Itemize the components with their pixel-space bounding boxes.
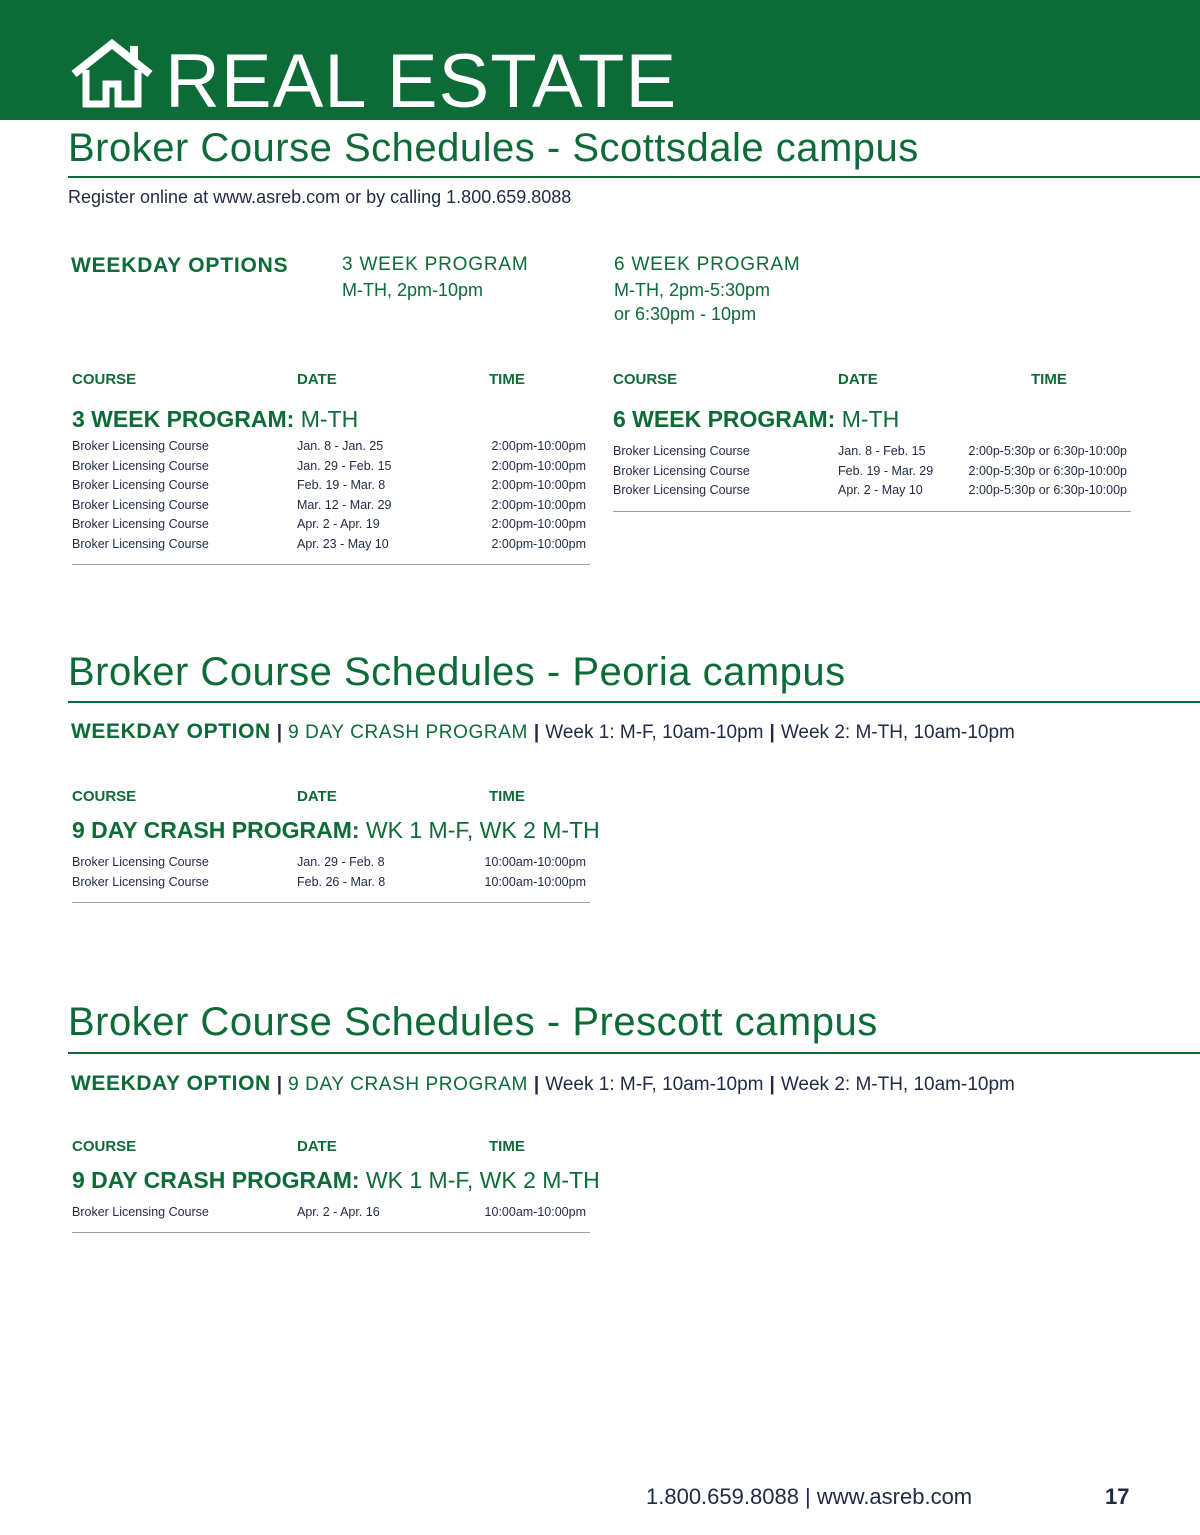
peoria-option-line: WEEKDAY OPTION | 9 DAY CRASH PROGRAM | Week 1: M-F, 10am-10pm | Week 2: M-TH, 10am-10pm <box>71 720 1015 743</box>
table-title-prescott: 9 DAY CRASH PROGRAM: WK 1 M-F, WK 2 M-TH <box>72 1167 600 1193</box>
column-header-date: DATE <box>297 788 337 805</box>
table-divider <box>72 902 590 903</box>
section-title-peoria: Broker Course Schedules - Peoria campus <box>68 650 846 694</box>
house-icon <box>68 38 156 110</box>
program-6week-heading: 6 WEEK PROGRAM <box>614 254 801 275</box>
table-row: Broker Licensing Course Mar. 12 - Mar. 29 2:00pm-10:00pm <box>72 497 586 512</box>
section-divider <box>68 1052 1200 1054</box>
page-number: 17 <box>1105 1484 1130 1509</box>
program-6week-schedule: M-TH, 2pm-5:30pm <box>614 280 771 300</box>
column-header-time: TIME <box>489 788 525 805</box>
program-6week-schedule-alt: or 6:30pm - 10pm <box>614 304 757 324</box>
table-row: Broker Licensing Course Feb. 26 - Mar. 8 10:00am-10:00pm <box>72 874 586 889</box>
register-note: Register online at www.asreb.com or by calling 1.800.659.8088 <box>68 187 572 207</box>
table-row: Broker Licensing Course Apr. 23 - May 10 2:00pm-10:00pm <box>72 536 586 551</box>
column-header-course: COURSE <box>72 1138 137 1155</box>
program-3week-schedule: M-TH, 2pm-10pm <box>342 280 484 300</box>
table-title-peoria: 9 DAY CRASH PROGRAM: WK 1 M-F, WK 2 M-TH <box>72 817 600 843</box>
table-row: Broker Licensing Course Jan. 29 - Feb. 8 10:00am-10:00pm <box>72 855 586 869</box>
table-row: Broker Licensing Course Apr. 2 - Apr. 16 10:00am-10:00pm <box>72 1205 586 1219</box>
section-title-prescott: Broker Course Schedules - Prescott campus <box>68 1000 878 1044</box>
column-header-time: TIME <box>1031 371 1067 388</box>
table-row: Broker Licensing Course Feb. 19 - Mar. 29 2:00p-5:30p or 6:30p-10:00p <box>613 463 1127 478</box>
schedule-table-prescott <box>72 1203 590 1223</box>
table-row: Broker Licensing Course Jan. 8 - Feb. 15 2:00p-5:30p or 6:30p-10:00p <box>613 444 1127 458</box>
table-row: Broker Licensing Course Feb. 19 - Mar. 8 2:00pm-10:00pm <box>72 478 586 493</box>
table-title-3week: 3 WEEK PROGRAM: M-TH <box>72 406 359 432</box>
page-title: REAL ESTATE <box>165 39 678 124</box>
prescott-option-line: WEEKDAY OPTION | 9 DAY CRASH PROGRAM | Week 1: M-F, 10am-10pm | Week 2: M-TH, 10am-10pm <box>71 1072 1015 1095</box>
section-divider <box>68 701 1200 703</box>
section-divider <box>68 176 1200 178</box>
table-row: Broker Licensing Course Jan. 29 - Feb. 15 2:00pm-10:00pm <box>72 458 586 473</box>
program-3week-heading: 3 WEEK PROGRAM <box>342 254 529 275</box>
table-title-6week: 6 WEEK PROGRAM: M-TH <box>613 406 900 432</box>
schedule-table-6week <box>613 442 1131 501</box>
column-header-date: DATE <box>297 1138 337 1155</box>
column-header-time: TIME <box>489 371 525 388</box>
section-title-scottsdale: Broker Course Schedules - Scottsdale campus <box>68 126 919 170</box>
table-row: Broker Licensing Course Jan. 8 - Jan. 25 2:00pm-10:00pm <box>72 439 586 453</box>
column-header-course: COURSE <box>72 371 137 388</box>
column-header-course: COURSE <box>613 371 678 388</box>
schedule-table-peoria <box>72 853 590 892</box>
footer-contact: 1.800.659.8088 | www.asreb.com <box>646 1484 973 1509</box>
column-header-course: COURSE <box>72 788 137 805</box>
schedule-table-3week <box>72 437 590 555</box>
table-row: Broker Licensing Course Apr. 2 - May 10 2:00p-5:30p or 6:30p-10:00p <box>613 483 1127 498</box>
column-header-time: TIME <box>489 1138 525 1155</box>
table-row: Broker Licensing Course Apr. 2 - Apr. 19 2:00pm-10:00pm <box>72 517 586 532</box>
column-header-date: DATE <box>297 371 337 388</box>
table-divider <box>72 564 590 565</box>
table-divider <box>613 511 1131 512</box>
table-divider <box>72 1232 590 1233</box>
weekday-options-label: WEEKDAY OPTIONS <box>71 254 289 277</box>
column-header-date: DATE <box>838 371 878 388</box>
